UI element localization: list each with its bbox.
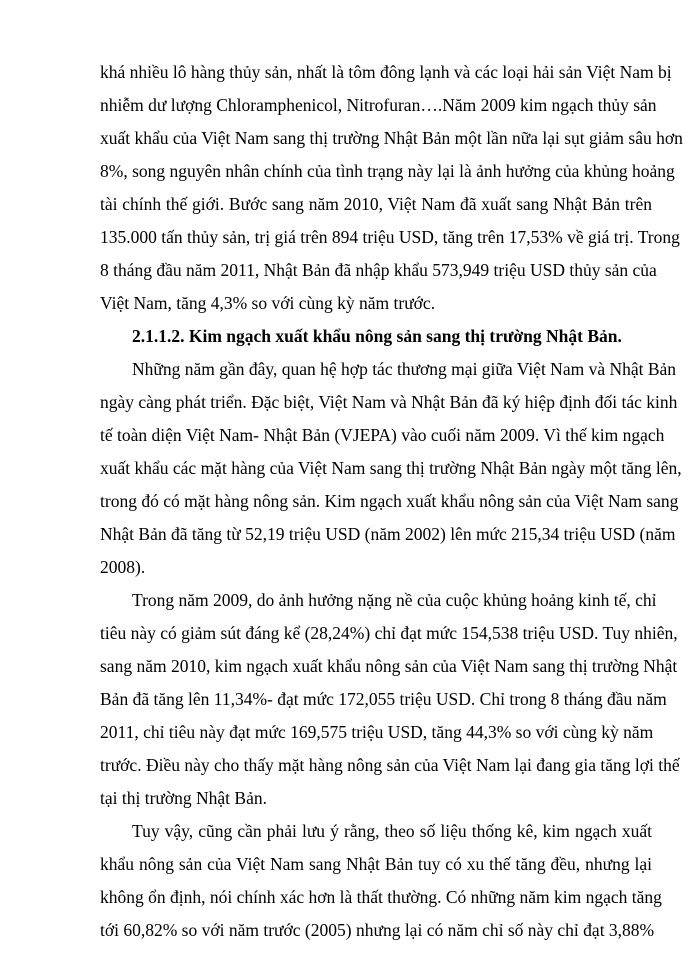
text-line: tại thị trường Nhật Bản. xyxy=(100,788,267,808)
section-heading: 2.1.1.2. Kim ngạch xuất khẩu nông sản sang thị trường Nhật Bản. xyxy=(132,326,622,346)
text-line: tế toàn diện Việt Nam- Nhật Bản (VJEPA) vào cuối năm 2009. Vì thế kim ngạch xyxy=(100,425,665,445)
text-line: Bản đã tăng lên 11,34%- đạt mức 172,055 triệu USD. Chỉ trong 8 tháng đầu năm xyxy=(100,689,667,709)
text-line: 135.000 tấn thủy sản, trị giá trên 894 triệu USD, tăng trên 17,53% về giá trị. Trong xyxy=(100,227,680,247)
text-line: khẩu nông sản của Việt Nam sang Nhật Bản tuy có xu thế tăng đều, nhưng lại xyxy=(100,854,652,874)
text-line: 2008). xyxy=(100,557,146,577)
text-line: xuất khẩu các mặt hàng của Việt Nam sang thị trường Nhật Bản ngày một tăng lên, xyxy=(100,458,682,478)
text-line: tiêu này có giảm sút đáng kể (28,24%) chỉ đạt mức 154,538 triệu USD. Tuy nhiên, xyxy=(100,623,678,643)
text-line: tài chính thế giới. Bước sang năm 2010, Việt Nam đã xuất sang Nhật Bản trên xyxy=(100,194,652,214)
text-line: 8%, song nguyên nhân chính của tình trạng này lại là ảnh hưởng của khủng hoảng xyxy=(100,161,675,181)
text-line: Việt Nam, tăng 4,3% so với cùng kỳ năm trước. xyxy=(100,293,436,313)
text-line: khá nhiều lô hàng thủy sản, nhất là tôm đông lạnh và các loại hải sản Việt Nam bị xyxy=(100,62,672,82)
text-line: Nhật Bản đã tăng từ 52,19 triệu USD (năm 2002) lên mức 215,34 triệu USD (năm xyxy=(100,524,676,544)
text-line: nhiễm dư lượng Chloramphenicol, Nitrofuran….Năm 2009 kim ngạch thủy sản xyxy=(100,95,657,115)
text-line: ngày càng phát triển. Đặc biệt, Việt Nam và Nhật Bản đã ký hiệp định đối tác kinh xyxy=(100,392,678,412)
text-line: Những năm gần đây, quan hệ hợp tác thương mại giữa Việt Nam và Nhật Bản xyxy=(132,359,677,379)
text-line: không ổn định, nói chính xác hơn là thất thường. Có những năm kim ngạch tăng xyxy=(100,887,662,907)
text-line: Trong năm 2009, do ảnh hưởng nặng nề của cuộc khủng hoảng kinh tế, chỉ xyxy=(132,590,657,610)
text-line: trong đó có mặt hàng nông sản. Kim ngạch xuất khẩu nông sản của Việt Nam sang xyxy=(100,491,679,511)
text-line: tới 60,82% so với năm trước (2005) nhưng lại có năm chỉ số này chỉ đạt 3,88% xyxy=(100,920,655,940)
text-line: trước. Điều này cho thấy mặt hàng nông sản của Việt Nam lại đang gia tăng lợi thế xyxy=(100,755,680,775)
text-line: sang năm 2010, kim ngạch xuất khẩu nông sản của Việt Nam sang thị trường Nhật xyxy=(100,656,678,676)
text-line: 8 tháng đầu năm 2011, Nhật Bản đã nhập khẩu 573,949 triệu USD thủy sản của xyxy=(100,260,657,280)
text-line: 2011, chỉ tiêu này đạt mức 169,575 triệu USD, tăng 44,3% so với cùng kỳ năm xyxy=(100,722,654,742)
text-line: xuất khẩu của Việt Nam sang thị trường Nhật Bản một lần nữa lại sụt giảm sâu hơn xyxy=(100,128,683,148)
text-line: Tuy vậy, cũng cần phải lưu ý rằng, theo số liệu thống kê, kim ngạch xuất xyxy=(132,821,652,841)
